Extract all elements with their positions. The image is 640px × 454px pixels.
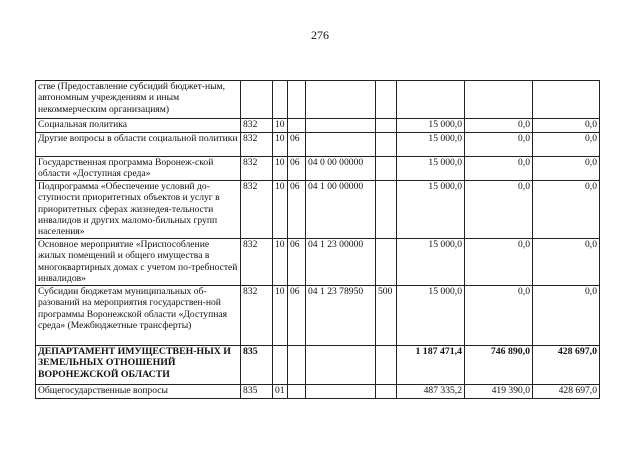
subsection-code-cell: 06 <box>288 133 306 157</box>
row-name-cell: ДЕПАРТАМЕНТ ИМУЩЕСТВЕН-НЫХ И ЗЕМЕЛЬНЫХ ОТНОШЕНИЙ ВОРОНЕЖСКОЙ ОБЛАСТИ <box>36 346 241 385</box>
amount-year1-cell: 15 000,0 <box>397 119 465 133</box>
ministry-code-cell: 832 <box>241 286 273 346</box>
amount-year3-cell: 0,0 <box>533 181 600 239</box>
amount-year2-cell: 0,0 <box>465 239 533 286</box>
row-name-cell: Подпрограмма «Обеспечение условий до-ступности приоритетных объектов и услуг в приоритетных сферах жизнедея-тельности инвалидов и других маломо-бильных групп населения» <box>36 181 241 239</box>
target-article-cell: 04 1 00 00000 <box>306 181 376 239</box>
row-name-cell: Субсидии бюджетам муниципальных об-разований на мероприятия государствен-ной программы Воронежской области «Доступная среда» (Межбюджетные трансферты) <box>36 286 241 346</box>
amount-year2-cell <box>465 81 533 119</box>
ministry-code-cell: 835 <box>241 346 273 385</box>
amount-year3-cell: 0,0 <box>533 239 600 286</box>
target-article-cell <box>306 346 376 385</box>
target-article-cell: 04 0 00 00000 <box>306 157 376 181</box>
amount-year3-cell: 428 697,0 <box>533 385 600 399</box>
expense-type-cell <box>376 133 397 157</box>
expense-type-cell: 500 <box>376 286 397 346</box>
section-code-cell: 10 <box>273 119 288 133</box>
subsection-code-cell <box>288 385 306 399</box>
target-article-cell: 04 1 23 78950 <box>306 286 376 346</box>
subsection-code-cell: 06 <box>288 181 306 239</box>
amount-year3-cell: 0,0 <box>533 157 600 181</box>
amount-year2-cell: 0,0 <box>465 119 533 133</box>
table-row <box>36 239 600 286</box>
ministry-code-cell: 832 <box>241 181 273 239</box>
amount-year2-cell: 419 390,0 <box>465 385 533 399</box>
expense-type-cell <box>376 119 397 133</box>
target-article-cell <box>306 81 376 119</box>
expense-type-cell <box>376 81 397 119</box>
target-article-cell: 04 1 23 00000 <box>306 239 376 286</box>
ministry-code-cell: 832 <box>241 133 273 157</box>
expense-type-cell <box>376 157 397 181</box>
table-row <box>36 286 600 346</box>
table-row <box>36 157 600 181</box>
row-name-cell: Общегосударственные вопросы <box>36 385 241 399</box>
amount-year3-cell <box>533 81 600 119</box>
table-row <box>36 133 600 157</box>
ministry-code-cell: 832 <box>241 119 273 133</box>
row-name-cell: Другие вопросы в области социальной политики <box>36 133 241 157</box>
amount-year1-cell: 487 335,2 <box>397 385 465 399</box>
subsection-code-cell: 06 <box>288 239 306 286</box>
amount-year1-cell: 15 000,0 <box>397 286 465 346</box>
amount-year2-cell: 0,0 <box>465 181 533 239</box>
ministry-code-cell <box>241 81 273 119</box>
expense-type-cell <box>376 346 397 385</box>
row-name-cell: Социальная политика <box>36 119 241 133</box>
expense-type-cell <box>376 239 397 286</box>
amount-year1-cell <box>397 81 465 119</box>
table-row <box>36 81 600 119</box>
page-number: 276 <box>311 28 329 42</box>
table-row <box>36 346 600 385</box>
amount-year2-cell: 0,0 <box>465 157 533 181</box>
section-code-cell: 10 <box>273 286 288 346</box>
amount-year2-cell: 0,0 <box>465 286 533 346</box>
section-code-cell: 10 <box>273 157 288 181</box>
amount-year3-cell: 428 697,0 <box>533 346 600 385</box>
amount-year1-cell: 15 000,0 <box>397 157 465 181</box>
subsection-code-cell <box>288 346 306 385</box>
amount-year3-cell: 0,0 <box>533 119 600 133</box>
amount-year1-cell: 15 000,0 <box>397 239 465 286</box>
table-row <box>36 181 600 239</box>
amount-year1-cell: 15 000,0 <box>397 133 465 157</box>
amount-year2-cell: 0,0 <box>465 133 533 157</box>
section-code-cell: 01 <box>273 385 288 399</box>
table-row <box>36 119 600 133</box>
ministry-code-cell: 835 <box>241 385 273 399</box>
amount-year3-cell: 0,0 <box>533 286 600 346</box>
row-name-cell: Государственная программа Воронеж-ской области «Доступная среда» <box>36 157 241 181</box>
row-name-cell: Основное мероприятие «Приспособление жилых помещений и общего имущества в многоквартирных домах с учетом по-требностей инвалидов» <box>36 239 241 286</box>
row-name-cell: стве (Предоставление субсидий бюджет-ным, автономным учреждениям и иным некоммерческим организациям) <box>36 81 241 119</box>
budget-table <box>35 80 600 399</box>
expense-type-cell <box>376 385 397 399</box>
expense-type-cell <box>376 181 397 239</box>
target-article-cell <box>306 119 376 133</box>
ministry-code-cell: 832 <box>241 239 273 286</box>
table-row <box>36 385 600 399</box>
section-code-cell: 10 <box>273 181 288 239</box>
amount-year2-cell: 746 890,0 <box>465 346 533 385</box>
amount-year3-cell: 0,0 <box>533 133 600 157</box>
section-code-cell <box>273 81 288 119</box>
target-article-cell <box>306 133 376 157</box>
subsection-code-cell: 06 <box>288 157 306 181</box>
amount-year1-cell: 1 187 471,4 <box>397 346 465 385</box>
subsection-code-cell <box>288 81 306 119</box>
section-code-cell <box>273 346 288 385</box>
subsection-code-cell: 06 <box>288 286 306 346</box>
section-code-cell: 10 <box>273 133 288 157</box>
subsection-code-cell <box>288 119 306 133</box>
target-article-cell <box>306 385 376 399</box>
ministry-code-cell: 832 <box>241 157 273 181</box>
section-code-cell: 10 <box>273 239 288 286</box>
amount-year1-cell: 15 000,0 <box>397 181 465 239</box>
